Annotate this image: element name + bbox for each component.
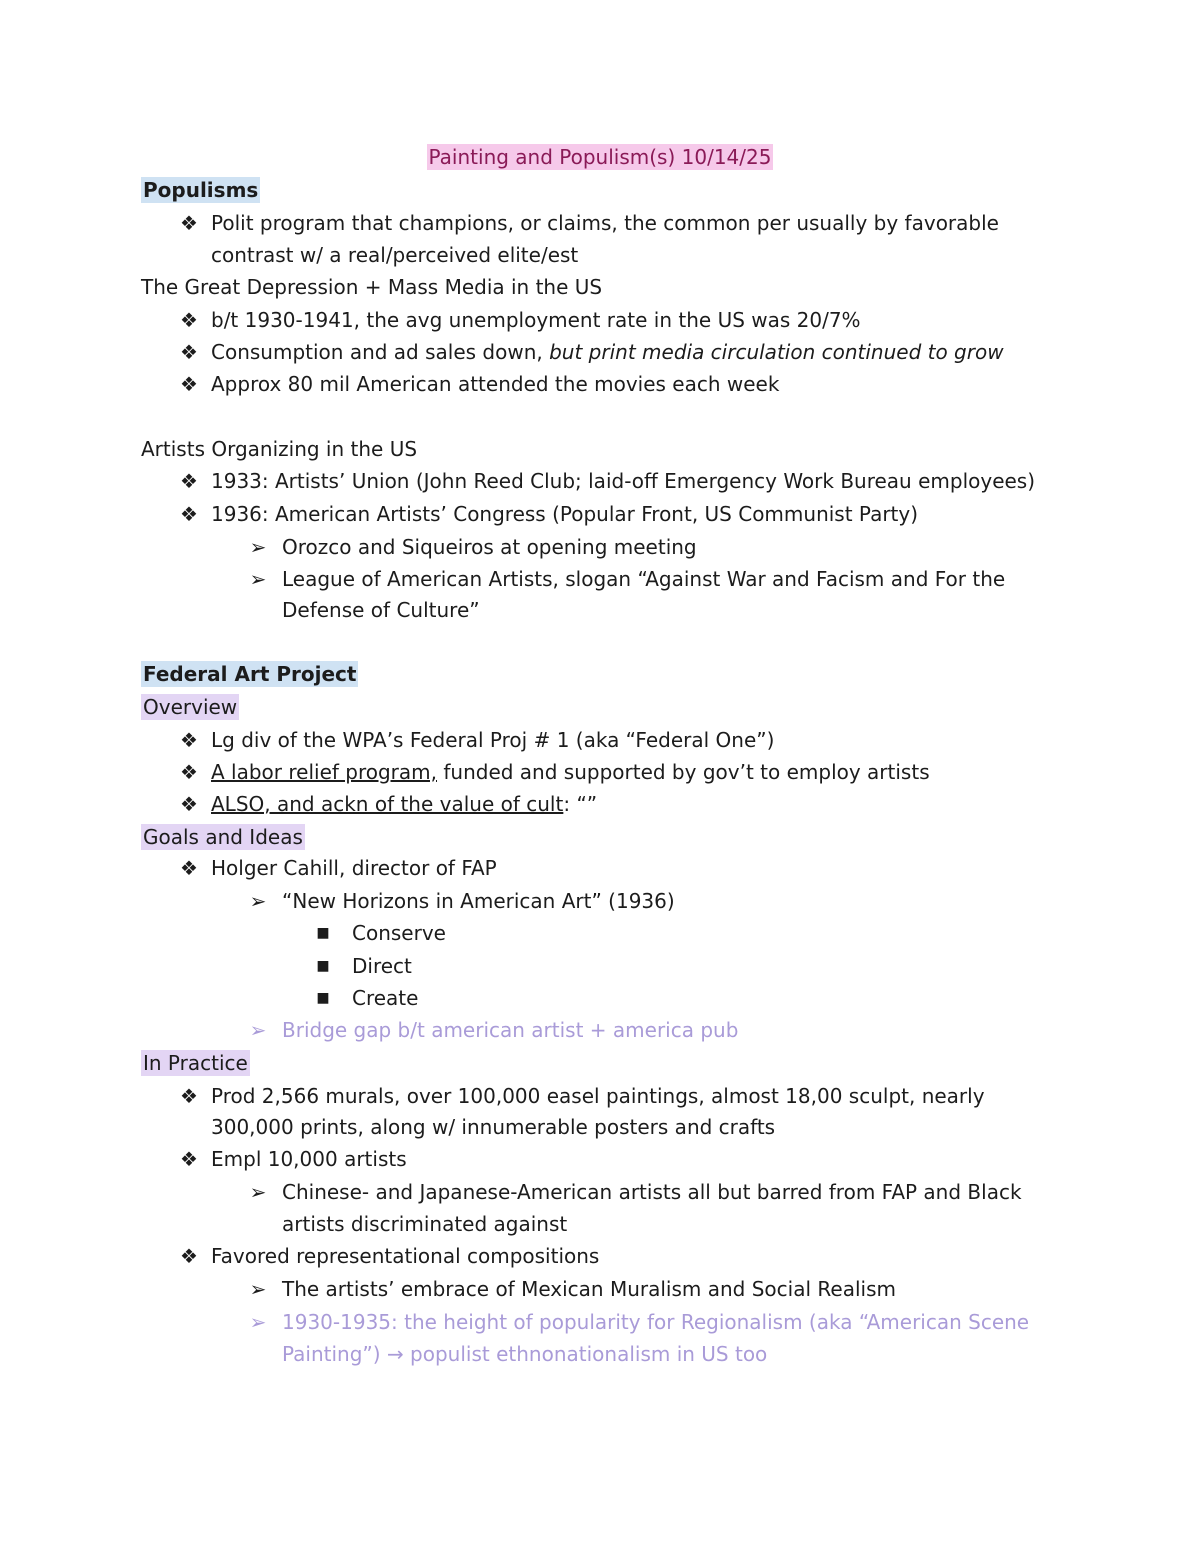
great-depression-heading: The Great Depression + Mass Media in the US: [141, 275, 603, 299]
overview-item-2: [211, 756, 930, 788]
overview-item-3-rest: : “”: [563, 792, 598, 816]
great-depression-item-2-plain: Consumption and ad sales down,: [211, 340, 550, 364]
diamond-bullet-icon: ❖: [180, 211, 198, 235]
overview-item-3: [211, 788, 597, 820]
overview-item-3-underlined: ALSO, and ackn of the value of cult: [211, 792, 564, 816]
diamond-bullet-icon: ❖: [180, 372, 198, 396]
great-depression-item-3: Approx 80 mil American attended the movies each week: [211, 372, 780, 396]
artists-organizing-sub-1: Orozco and Siqueiros at opening meeting: [282, 535, 697, 559]
great-depression-item-1: b/t 1930-1941, the avg unemployment rate in the US was 20/7%: [211, 308, 861, 332]
populisms-item-1-line-2: contrast w/ a real/perceived elite/est: [211, 243, 579, 267]
artists-organizing-item-1: 1933: Artists’ Union (John Reed Club; laid-off Emergency Work Bureau employees): [211, 469, 1036, 493]
square-bullet-icon: ■: [316, 925, 330, 941]
goals-sub-1: “New Horizons in American Art” (1936): [282, 889, 675, 913]
goals-sub-2: Bridge gap b/t american artist + america pub: [282, 1018, 739, 1042]
goals-heading: Goals and Ideas: [143, 825, 303, 849]
diamond-bullet-icon: ❖: [180, 760, 198, 784]
arrow-bullet-icon: ➢: [249, 567, 267, 591]
practice-sub-1-line-1: Chinese- and Japanese-American artists all but barred from FAP and Black: [282, 1180, 1022, 1204]
goals-subsub-2: Direct: [352, 954, 412, 978]
great-depression-item-2: [211, 336, 1004, 368]
arrow-bullet-icon: ➢: [249, 1180, 267, 1204]
practice-heading: In Practice: [143, 1051, 248, 1075]
goals-subsub-1: Conserve: [352, 921, 446, 945]
practice-sub-3-line-1: 1930-1935: the height of popularity for Regionalism (aka “American Scene: [282, 1310, 1030, 1334]
square-bullet-icon: ■: [316, 990, 330, 1006]
diamond-bullet-icon: ❖: [180, 728, 198, 752]
arrow-bullet-icon: ➢: [249, 535, 267, 559]
artists-organizing-sub-2-line-2: Defense of Culture”: [282, 598, 480, 622]
arrow-bullet-icon: ➢: [249, 1277, 267, 1301]
overview-item-1: Lg div of the WPA’s Federal Proj # 1 (aka “Federal One”): [211, 728, 775, 752]
square-bullet-icon: ■: [316, 958, 330, 974]
goals-item-1: Holger Cahill, director of FAP: [211, 856, 497, 880]
practice-sub-3-line-2: Painting”) → populist ethnonationalism in US too: [282, 1342, 768, 1366]
artists-organizing-heading: Artists Organizing in the US: [141, 437, 418, 461]
practice-item-1-line-1: Prod 2,566 murals, over 100,000 easel paintings, almost 18,00 sculpt, nearly: [211, 1084, 985, 1108]
diamond-bullet-icon: ❖: [180, 792, 198, 816]
fap-heading: Federal Art Project: [143, 662, 357, 686]
practice-item-1-line-2: 300,000 prints, along w/ innumerable posters and crafts: [211, 1115, 776, 1139]
artists-organizing-sub-2-line-1: League of American Artists, slogan “Against War and Facism and For the: [282, 567, 1006, 591]
diamond-bullet-icon: ❖: [180, 1084, 198, 1108]
arrow-bullet-icon: ➢: [249, 1310, 267, 1334]
diamond-bullet-icon: ❖: [180, 856, 198, 880]
document-title: [0, 141, 1200, 173]
diamond-bullet-icon: ❖: [180, 340, 198, 364]
overview-item-2-rest: funded and supported by gov’t to employ artists: [437, 760, 930, 784]
populisms-heading: Populisms: [143, 178, 259, 202]
artists-organizing-item-2: 1936: American Artists’ Congress (Popular Front, US Communist Party): [211, 502, 919, 526]
title-text: Painting and Populism(s) 10/14/25: [428, 145, 772, 169]
practice-item-2: Empl 10,000 artists: [211, 1147, 407, 1171]
practice-item-3: Favored representational compositions: [211, 1244, 600, 1268]
practice-sub-2: The artists’ embrace of Mexican Muralism and Social Realism: [282, 1277, 896, 1301]
arrow-bullet-icon: ➢: [249, 1018, 267, 1042]
diamond-bullet-icon: ❖: [180, 1244, 198, 1268]
goals-subsub-3: Create: [352, 986, 419, 1010]
diamond-bullet-icon: ❖: [180, 308, 198, 332]
great-depression-item-2-italic: but print media circulation continued to grow: [549, 340, 1004, 364]
diamond-bullet-icon: ❖: [180, 1147, 198, 1171]
practice-sub-1-line-2: artists discriminated against: [282, 1212, 568, 1236]
arrow-bullet-icon: ➢: [249, 889, 267, 913]
diamond-bullet-icon: ❖: [180, 469, 198, 493]
overview-item-2-underlined: A labor relief program,: [211, 760, 437, 784]
overview-heading: Overview: [143, 695, 238, 719]
diamond-bullet-icon: ❖: [180, 502, 198, 526]
populisms-item-1-line-1: Polit program that champions, or claims, the common per usually by favorable: [211, 211, 999, 235]
